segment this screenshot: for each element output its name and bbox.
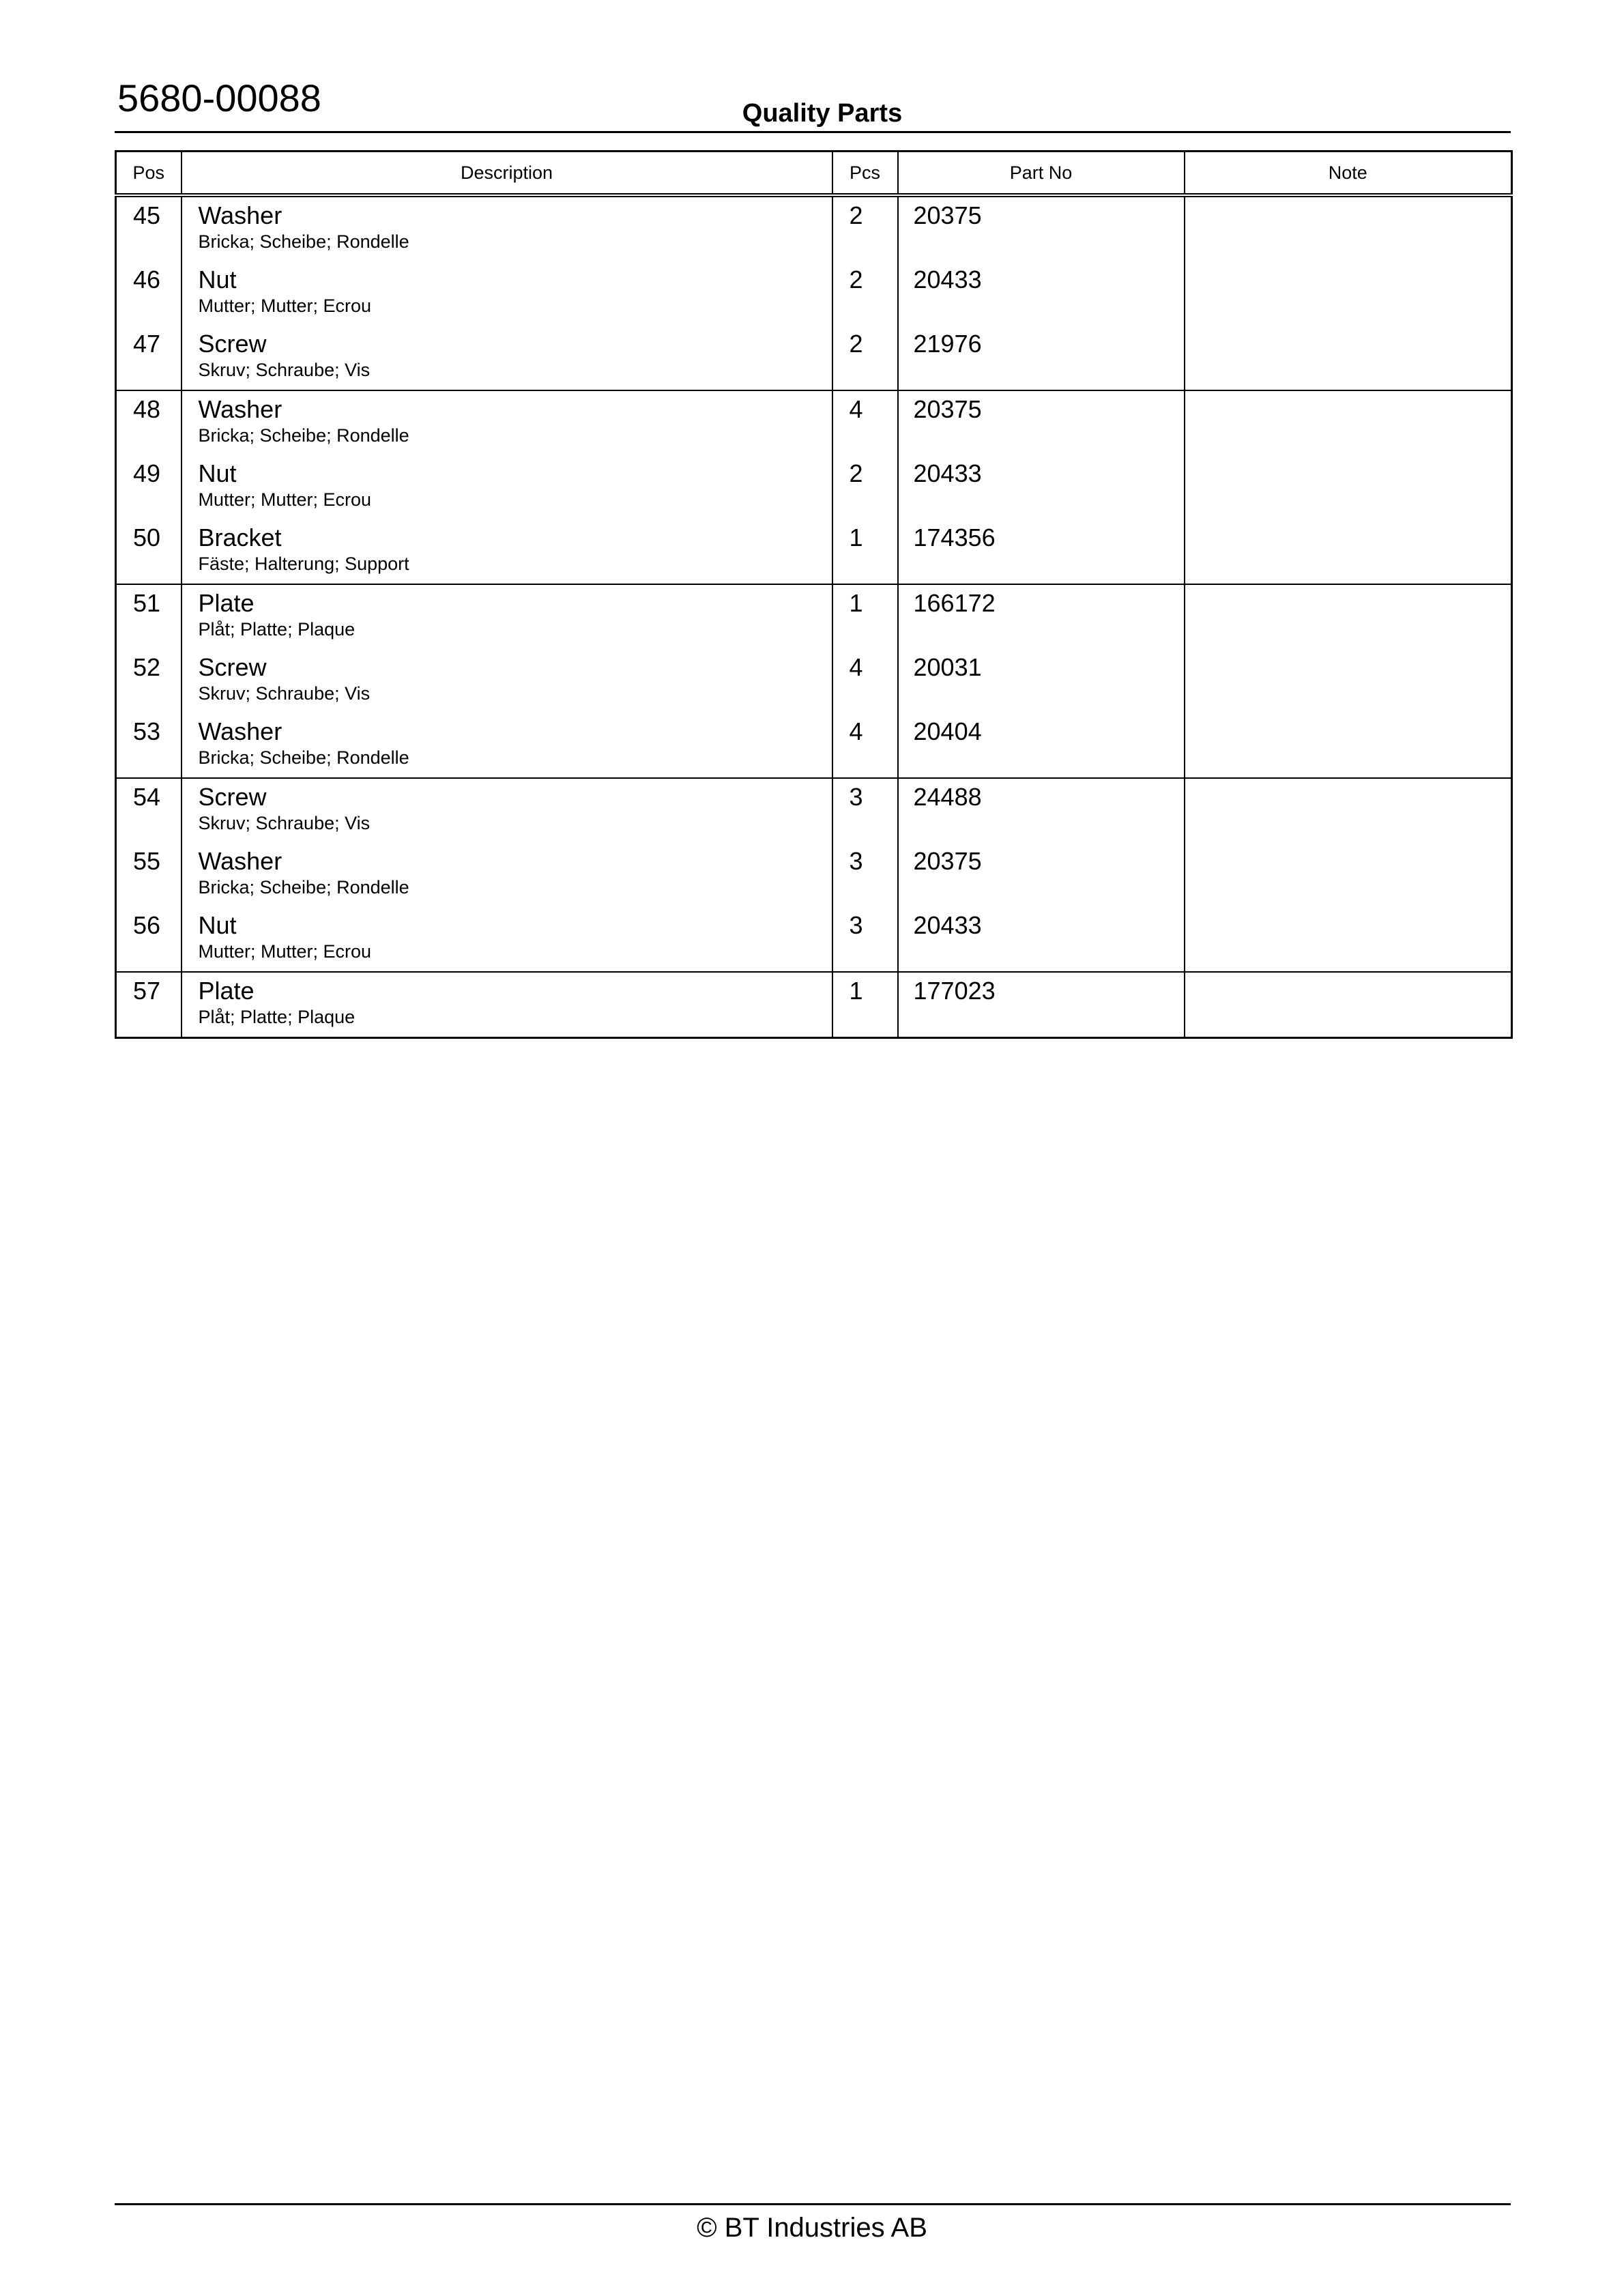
part-name-translations: Fäste; Halterung; Support: [198, 554, 409, 574]
part-name-translations: Bricka; Scheibe; Rondelle: [198, 747, 409, 768]
table-row: [116, 713, 1512, 778]
part-no-cell: 20404: [898, 713, 1185, 778]
note-cell: [1185, 713, 1512, 778]
table-row: [116, 972, 1512, 1038]
note-cell: [1185, 326, 1512, 390]
note-cell: [1185, 649, 1512, 713]
part-name: Screw: [198, 653, 267, 681]
part-name-translations: Skruv; Schraube; Vis: [198, 813, 371, 833]
description-cell: [182, 584, 832, 649]
part-no-cell: 20375: [898, 390, 1185, 455]
header-divider: [115, 131, 1511, 133]
part-no-cell: 21976: [898, 326, 1185, 390]
pos-cell: 48: [116, 390, 182, 455]
description-cell: [182, 261, 832, 326]
pos-cell: 46: [116, 261, 182, 326]
pcs-cell: 4: [832, 649, 898, 713]
description-cell: [182, 390, 832, 455]
table-row: [116, 649, 1512, 713]
pcs-cell: 2: [832, 455, 898, 519]
note-cell: [1185, 390, 1512, 455]
part-no-cell: 174356: [898, 519, 1185, 584]
note-cell: [1185, 907, 1512, 972]
part-name-translations: Bricka; Scheibe; Rondelle: [198, 877, 409, 898]
pcs-cell: 2: [832, 261, 898, 326]
part-name-translations: Plåt; Platte; Plaque: [198, 1007, 356, 1027]
pcs-cell: 4: [832, 713, 898, 778]
description-cell: [182, 972, 832, 1038]
pos-cell: 52: [116, 649, 182, 713]
part-no-cell: 20375: [898, 195, 1185, 261]
part-name-translations: Mutter; Mutter; Ecrou: [198, 489, 372, 510]
column-header-part-no: Part No: [898, 152, 1185, 196]
part-name: Nut: [198, 266, 237, 293]
pcs-cell: 2: [832, 195, 898, 261]
pcs-cell: 4: [832, 390, 898, 455]
pcs-cell: 3: [832, 778, 898, 843]
description-cell: [182, 778, 832, 843]
note-cell: [1185, 519, 1512, 584]
part-name: Washer: [198, 395, 282, 423]
description-cell: [182, 519, 832, 584]
footer-divider: [115, 2203, 1511, 2205]
header-row: [116, 152, 1512, 196]
part-name-translations: Skruv; Schraube; Vis: [198, 683, 371, 704]
pos-cell: 56: [116, 907, 182, 972]
column-header-pcs: Pcs: [832, 152, 898, 196]
part-name-translations: Skruv; Schraube; Vis: [198, 360, 371, 380]
part-name: Nut: [198, 911, 237, 939]
pos-cell: 45: [116, 195, 182, 261]
footer-copyright: © BT Industries AB: [697, 2213, 927, 2243]
parts-table: [115, 150, 1513, 1039]
part-no-cell: 166172: [898, 584, 1185, 649]
part-name: Bracket: [198, 523, 282, 551]
description-cell: [182, 907, 832, 972]
table-row: [116, 907, 1512, 972]
table-row: [116, 195, 1512, 261]
pcs-cell: 1: [832, 584, 898, 649]
part-name: Nut: [198, 459, 237, 487]
pcs-cell: 3: [832, 907, 898, 972]
note-cell: [1185, 584, 1512, 649]
pos-cell: 50: [116, 519, 182, 584]
note-cell: [1185, 778, 1512, 843]
pcs-cell: 3: [832, 843, 898, 907]
part-name: Washer: [198, 201, 282, 229]
pcs-cell: 1: [832, 519, 898, 584]
table-row: [116, 326, 1512, 390]
column-header-description: Description: [182, 152, 832, 196]
pos-cell: 54: [116, 778, 182, 843]
document-number: 5680-00088: [117, 76, 321, 119]
part-name-translations: Mutter; Mutter; Ecrou: [198, 296, 372, 316]
note-cell: [1185, 261, 1512, 326]
parts-table-body: [116, 195, 1512, 1038]
parts-table-header: [116, 152, 1512, 196]
column-header-note: Note: [1185, 152, 1512, 196]
part-name: Screw: [198, 783, 267, 811]
pos-cell: 51: [116, 584, 182, 649]
pos-cell: 57: [116, 972, 182, 1038]
description-cell: [182, 843, 832, 907]
table-row: [116, 778, 1512, 843]
note-cell: [1185, 972, 1512, 1038]
table-row: [116, 584, 1512, 649]
note-cell: [1185, 843, 1512, 907]
pos-cell: 53: [116, 713, 182, 778]
description-cell: [182, 713, 832, 778]
description-cell: [182, 455, 832, 519]
part-name-translations: Bricka; Scheibe; Rondelle: [198, 231, 409, 252]
description-cell: [182, 326, 832, 390]
pos-cell: 49: [116, 455, 182, 519]
part-name: Plate: [198, 977, 255, 1005]
table-row: [116, 455, 1512, 519]
part-no-cell: 177023: [898, 972, 1185, 1038]
part-name: Washer: [198, 847, 282, 875]
part-no-cell: 20433: [898, 455, 1185, 519]
part-name-translations: Plåt; Platte; Plaque: [198, 619, 356, 640]
part-no-cell: 20375: [898, 843, 1185, 907]
part-no-cell: 20433: [898, 261, 1185, 326]
part-no-cell: 24488: [898, 778, 1185, 843]
note-cell: [1185, 195, 1512, 261]
note-cell: [1185, 455, 1512, 519]
table-row: [116, 519, 1512, 584]
column-header-pos: Pos: [116, 152, 182, 196]
page-title: Quality Parts: [742, 99, 903, 128]
description-cell: [182, 649, 832, 713]
table-row: [116, 843, 1512, 907]
description-cell: [182, 195, 832, 261]
table-row: [116, 261, 1512, 326]
part-name-translations: Bricka; Scheibe; Rondelle: [198, 425, 409, 446]
table-row: [116, 390, 1512, 455]
part-name: Screw: [198, 330, 267, 358]
part-name: Plate: [198, 589, 255, 617]
part-name-translations: Mutter; Mutter; Ecrou: [198, 941, 372, 962]
pcs-cell: 1: [832, 972, 898, 1038]
part-name: Washer: [198, 717, 282, 745]
part-no-cell: 20433: [898, 907, 1185, 972]
pos-cell: 55: [116, 843, 182, 907]
pos-cell: 47: [116, 326, 182, 390]
pcs-cell: 2: [832, 326, 898, 390]
part-no-cell: 20031: [898, 649, 1185, 713]
